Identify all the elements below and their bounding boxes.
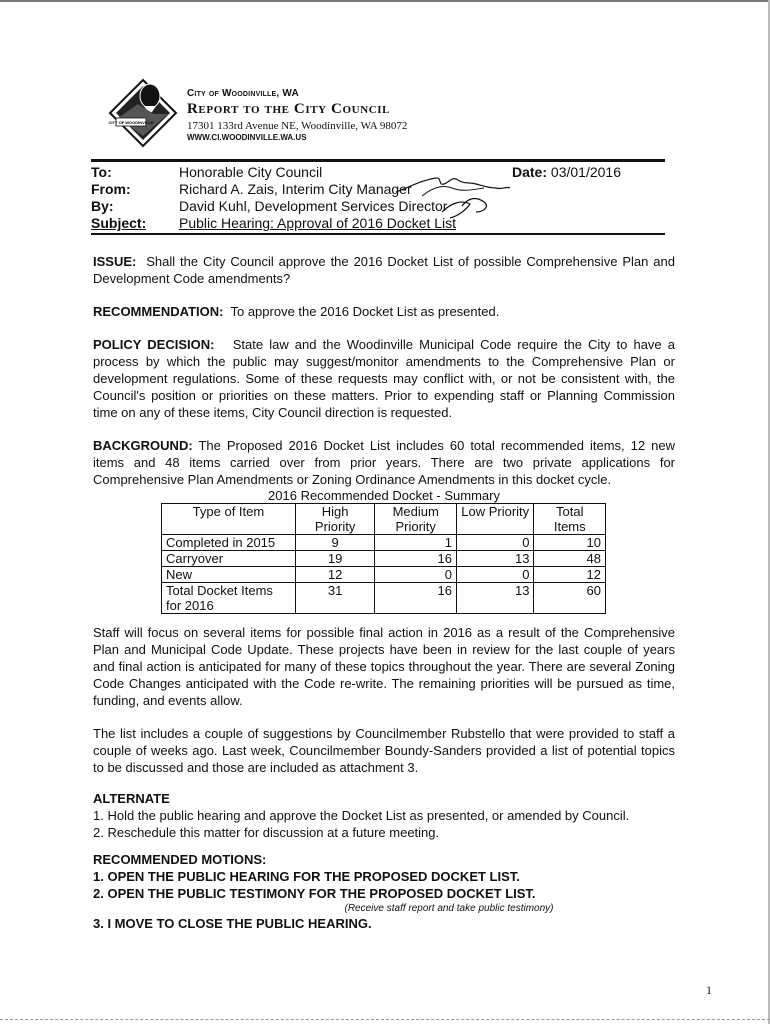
from-value: Richard A. Zais, Interim City Manager bbox=[179, 181, 412, 197]
report-body bbox=[93, 253, 675, 942]
table-cell: Total Docket Items for 2016 bbox=[162, 583, 296, 614]
table-caption: 2016 Recommended Docket - Summary bbox=[268, 488, 500, 503]
memo-subject-row bbox=[91, 215, 665, 232]
table-row bbox=[162, 551, 606, 567]
table-cell: 9 bbox=[295, 535, 375, 551]
scan-top-edge bbox=[0, 0, 770, 2]
to-value: Honorable City Council bbox=[179, 164, 323, 180]
table-cell: 16 bbox=[375, 551, 457, 567]
motions-heading: RECOMMENDED MOTIONS: bbox=[93, 852, 267, 867]
list-item: 2. Reschedule this matter for discussion at a future meeting. bbox=[93, 825, 440, 840]
issue-paragraph bbox=[93, 253, 675, 287]
table-row bbox=[162, 583, 606, 614]
handwritten-signatures bbox=[392, 166, 522, 230]
table-cell: 19 bbox=[295, 551, 375, 567]
letterhead-city: City of Woodinville, WA bbox=[187, 88, 299, 99]
alternate-list bbox=[93, 807, 675, 841]
table-cell: 16 bbox=[375, 583, 457, 614]
list-item: 1. OPEN THE PUBLIC HEARING FOR THE PROPOSED DOCKET LIST. bbox=[93, 869, 520, 884]
by-label: By: bbox=[91, 198, 114, 214]
recommendation-text: To approve the 2016 Docket List as presented. bbox=[230, 304, 500, 319]
scan-bottom-edge bbox=[0, 1019, 770, 1021]
docket-summary-table bbox=[161, 503, 606, 614]
issue-label: ISSUE: bbox=[93, 254, 137, 269]
list-item: 2. OPEN THE PUBLIC TESTIMONY FOR THE PROPOSED DOCKET LIST. bbox=[93, 886, 536, 901]
table-header: Total Items bbox=[534, 504, 606, 535]
letterhead bbox=[187, 88, 407, 142]
by-value: David Kuhl, Development Services Director bbox=[179, 198, 448, 214]
table-cell: Carryover bbox=[162, 551, 296, 567]
letterhead-website: WWW.CI.WOODINVILLE.WA.US bbox=[187, 133, 307, 142]
to-label: To: bbox=[91, 164, 112, 180]
table-cell: 12 bbox=[534, 567, 606, 583]
background-text: The Proposed 2016 Docket List includes 60 total recommended items, 12 new items and 48 items carried over from prior years. There are two private applications for Comprehensive Plan Amendments or Zoning Ordinance Amendments in this docket cycle. bbox=[93, 438, 675, 487]
date-label: Date: bbox=[512, 164, 548, 180]
policy-text: State law and the Woodinville Municipal Code require the City to have a process by which the public may suggest/monitor amendments to the Comprehensive Plan or development regulations. Some of these requests may conflict with, or not be consistent with, the Council's position or priorities on these matters. Prior to expending staff or Planning Commission time on any of these items, City Council direction is requested. bbox=[93, 337, 675, 420]
page-number: 1 bbox=[706, 983, 712, 997]
issue-text: Shall the City Council approve the 2016 Docket List of possible Comprehensive Plan and Development Code amendments? bbox=[93, 254, 675, 286]
table-cell: 0 bbox=[456, 567, 534, 583]
table-cell: 13 bbox=[456, 583, 534, 614]
table-cell: 31 bbox=[295, 583, 375, 614]
letterhead-address: 17301 133rd Avenue NE, Woodinville, WA 98072 bbox=[187, 120, 408, 132]
memo-header bbox=[91, 164, 665, 232]
table-cell: 0 bbox=[375, 567, 457, 583]
table-header: Low Priority bbox=[456, 504, 534, 535]
alternate-heading: ALTERNATE bbox=[93, 791, 170, 806]
memo-rule bbox=[91, 233, 665, 235]
date-value: 03/01/2016 bbox=[550, 164, 621, 180]
memo-from-row bbox=[91, 181, 665, 198]
councilmember-paragraph: The list includes a couple of suggestions by Councilmember Rubstello that were provided to staff a couple of weeks ago. Last week, Councilmember Boundy-Sanders provided a list of potential topics to be discussed and those are included as attachment 3. bbox=[93, 726, 675, 775]
from-label: From: bbox=[91, 181, 131, 197]
memo-by-row bbox=[91, 198, 665, 215]
table-cell: 10 bbox=[534, 535, 606, 551]
policy-label: POLICY DECISION: bbox=[93, 337, 215, 352]
logo-banner-text: CITY OF WOODINVILLE bbox=[108, 120, 154, 125]
motions-list bbox=[93, 868, 675, 932]
subject-label: Subject: bbox=[91, 215, 147, 231]
subject-value: Public Hearing: Approval of 2016 Docket List bbox=[179, 215, 457, 231]
staff-focus-paragraph: Staff will focus on several items for possible final action in 2016 as a result of the Comprehensive Plan and Municipal Code Update. These projects have been in review for the last couple of years and final action is anticipated for many of these topics throughout the year. There are several Zoning Code Changes anticipated with the Code re-write. The remaining priorities will be pursued as time, funding, and events allow. bbox=[93, 625, 675, 708]
table-cell: 60 bbox=[534, 583, 606, 614]
table-cell: Completed in 2015 bbox=[162, 535, 296, 551]
header-rule bbox=[91, 159, 665, 162]
motion-note: (Receive staff report and take public testimony) bbox=[344, 903, 554, 914]
table-header: Type of Item bbox=[162, 504, 296, 535]
list-item: 3. I MOVE TO CLOSE THE PUBLIC HEARING. bbox=[93, 916, 372, 931]
letterhead-title: Report to the City Council bbox=[187, 101, 391, 117]
table-cell: 1 bbox=[375, 535, 457, 551]
table-cell: New bbox=[162, 567, 296, 583]
table-header-row bbox=[162, 504, 606, 535]
background-paragraph bbox=[93, 437, 675, 488]
table-row bbox=[162, 535, 606, 551]
table-header: High Priority bbox=[295, 504, 375, 535]
policy-paragraph bbox=[93, 336, 675, 421]
table-header: Medium Priority bbox=[375, 504, 457, 535]
table-cell: 12 bbox=[295, 567, 375, 583]
city-seal-logo bbox=[108, 78, 178, 148]
recommendation-label: RECOMMENDATION: bbox=[93, 304, 224, 319]
table-cell: 0 bbox=[456, 535, 534, 551]
background-label: BACKGROUND: bbox=[93, 438, 193, 453]
memo-date bbox=[512, 164, 621, 180]
recommendation-paragraph bbox=[93, 303, 675, 320]
table-row bbox=[162, 567, 606, 583]
table-cell: 13 bbox=[456, 551, 534, 567]
list-item: 1. Hold the public hearing and approve the Docket List as presented, or amended by Council. bbox=[93, 808, 630, 823]
table-cell: 48 bbox=[534, 551, 606, 567]
